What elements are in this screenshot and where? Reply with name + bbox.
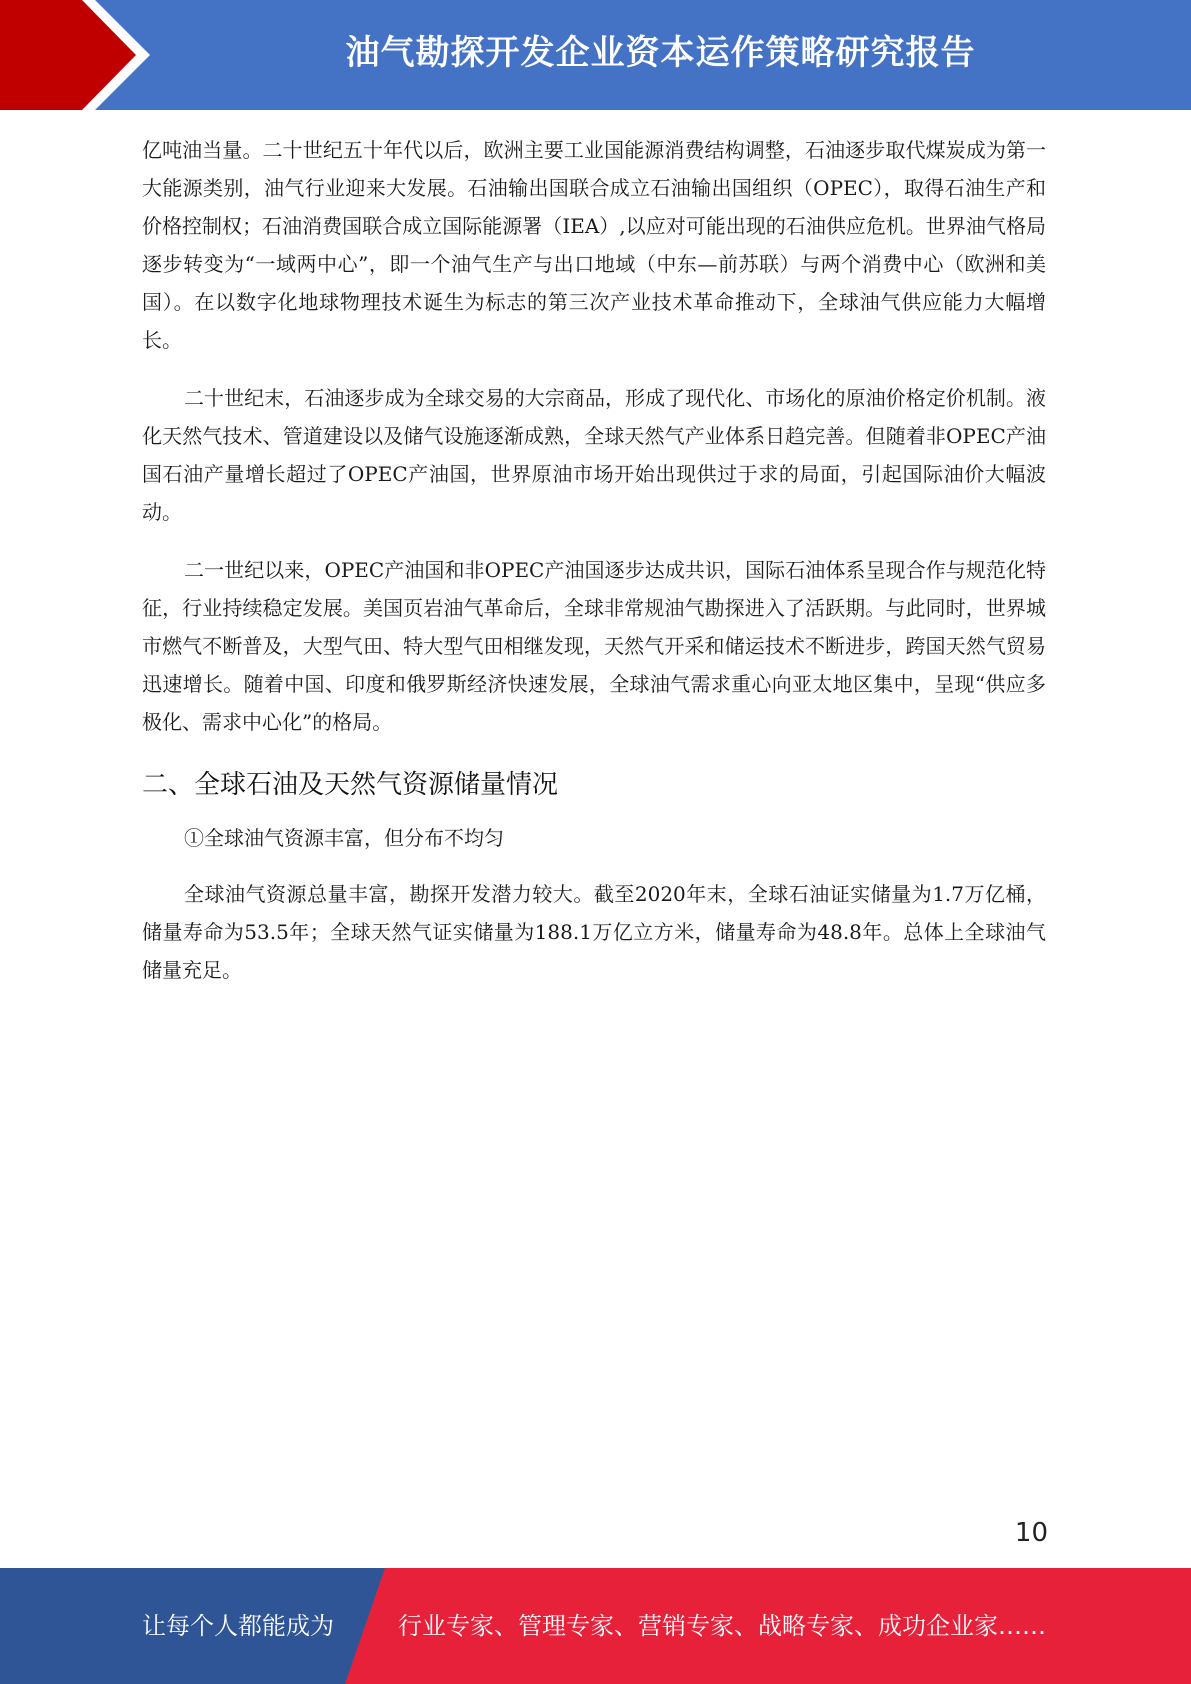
document-body [142,131,1046,989]
footer-slogan-left: 让每个人都能成为 [142,1612,334,1640]
page-header [0,0,1191,110]
body-paragraph-3: 二一世纪以来，OPEC产油国和非OPEC产油国逐步达成共识，国际石油体系呈现合作与规范化特征，行业持续稳定发展。美国页岩油气革命后，全球非常规油气勘探进入了活跃期。与此同时，世界城市燃气不断普及，大型气田、特大型气田相继发现，天然气开采和储运技术不断进步，跨国天然气贸易迅速增长。随着中国、印度和俄罗斯经济快速发展，全球油气需求重心向亚太地区集中，呈现“供应多极化、需求中心化”的格局。 [142,558,1046,734]
footer-slogan-right: 行业专家、管理专家、营销专家、战略专家、成功企业家…… [398,1612,1046,1640]
body-paragraph-1: 亿吨油当量。二十世纪五十年代以后，欧洲主要工业国能源消费结构调整，石油逐步取代煤炭成为第一大能源类别，油气行业迎来大发展。石油输出国联合成立石油输出国组织（OPEC），取得石油生产和价格控制权；石油消费国联合成立国际能源署（IEA）,以应对可能出现的石油供应危机。世界油气格局逐步转变为“一域两中心”，即一个油气生产与出口地域（中东—前苏联）与两个消费中心（欧洲和美国）。在以数字化地球物理技术诞生为标志的第三次产业技术革命推动下，全球油气供应能力大幅增长。 [142,138,1046,352]
section-heading: 二、全球石油及天然气资源储量情况 [142,770,559,800]
page-footer [0,1568,1191,1684]
header-arrow-decoration [0,0,160,110]
subheading: ①全球油气资源丰富，但分布不均匀 [184,826,504,850]
page-number: 10 [1014,1518,1048,1548]
body-paragraph-2: 二十世纪末，石油逐步成为全球交易的大宗商品，形成了现代化、市场化的原油价格定价机制。液化天然气技术、管道建设以及储气设施逐渐成熟，全球天然气产业体系日趋完善。但随着非OPEC产油国石油产量增长超过了OPEC产油国，世界原油市场开始出现供过于求的局面，引起国际油价大幅波动。 [142,386,1046,524]
body-paragraph-4: 全球油气资源总量丰富，勘探开发潜力较大。截至2020年末，全球石油证实储量为1.7万亿桶，储量寿命为53.5年；全球天然气证实储量为188.1万亿立方米，储量寿命为48.8年。总体上全球油气储量充足。 [142,882,1046,982]
document-title: 油气勘探开发企业资本运作策略研究报告 [345,33,976,73]
